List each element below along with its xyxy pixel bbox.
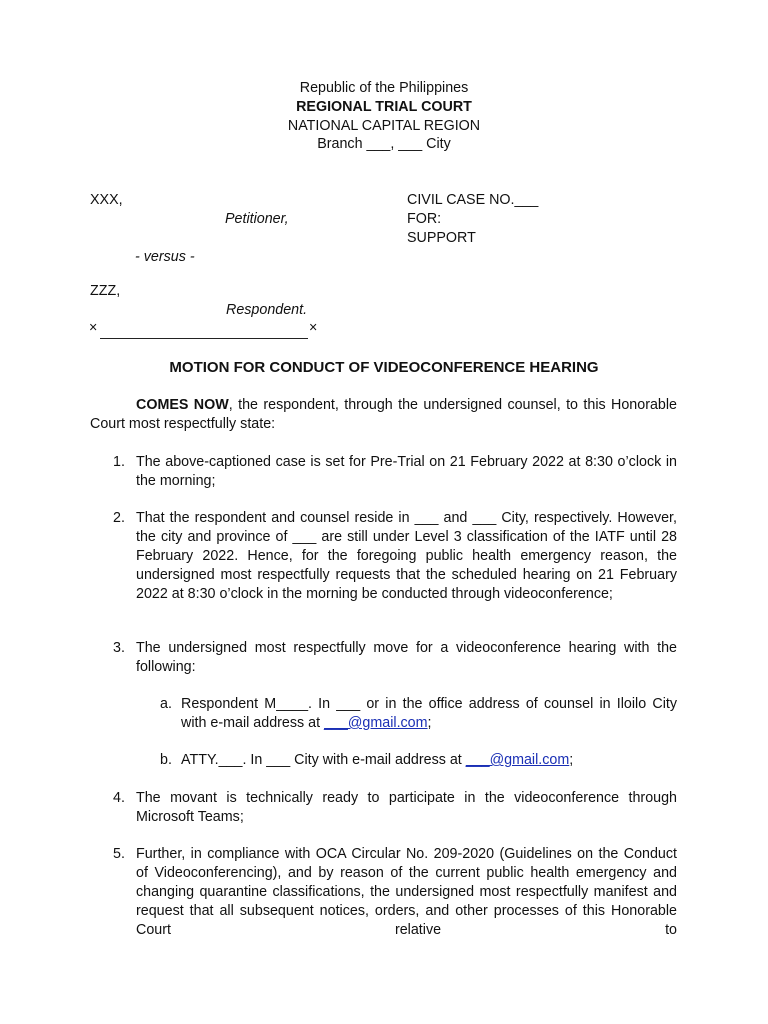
subitem-body: Respondent M____. In ___ or in the office address of counsel in Iloilo City with e-mail address at: [181, 696, 677, 731]
item-text: The above-captioned case is set for Pre-Trial on 21 February 2022 at 8:30 o’clock in the morning;: [136, 454, 677, 489]
case-for-label: FOR:: [407, 211, 442, 227]
caption-x-left: ×: [89, 320, 98, 336]
item-number: 2.: [113, 510, 125, 526]
subitem-letter: a.: [160, 696, 172, 712]
item-text: Further, in compliance with OCA Circular No. 209-2020 (Guidelines on the Conduct of Videoconferencing), and by reason of the current public health emergency and changing quarantine classifications, the undersigned most respectfully manifest and request that all subsequent notices, orders, and other processes of this Honorable Court relative to: [136, 846, 677, 938]
intro-bold: COMES NOW: [136, 397, 229, 413]
header-republic: Republic of the Philippines: [299, 80, 469, 96]
item-text: The movant is technically ready to participate in the videoconference through Microsoft Teams;: [136, 790, 677, 825]
subitem-text: [181, 695, 677, 733]
subitem-body: ATTY.___. In ___ City with e-mail address at: [181, 752, 466, 768]
intro-text: , the respondent, through the undersigned counsel, to this Honorable Court most respectfully state:: [90, 397, 677, 432]
header-court: REGIONAL TRIAL COURT: [296, 99, 472, 115]
subitem-text: [181, 751, 677, 770]
item-number: 3.: [113, 640, 125, 656]
subitem-end: ;: [569, 752, 574, 768]
case-type: SUPPORT: [407, 230, 476, 246]
respondent-label: Respondent.: [226, 302, 308, 318]
petitioner-name: XXX,: [90, 192, 123, 208]
case-number: CIVIL CASE NO.___: [407, 192, 539, 208]
motion-title: MOTION FOR CONDUCT OF VIDEOCONFERENCE HEARING: [169, 359, 599, 376]
petitioner-label: Petitioner,: [225, 211, 289, 227]
versus-label: - versus -: [135, 249, 195, 265]
email-link[interactable]: ___@gmail.com: [324, 715, 428, 731]
item-number: 5.: [113, 846, 125, 862]
respondent-name: ZZZ,: [90, 283, 121, 299]
intro-paragraph: [90, 396, 677, 434]
subitem-letter: b.: [160, 752, 172, 768]
caption-x-right: ×: [309, 320, 318, 336]
header-region: NATIONAL CAPITAL REGION: [287, 118, 481, 134]
item-number: 1.: [113, 454, 125, 470]
item-text: The undersigned most respectfully move for a videoconference hearing with the following:: [136, 640, 677, 675]
item-number: 4.: [113, 790, 125, 806]
email-link[interactable]: ___@gmail.com: [465, 752, 570, 768]
item-text: That the respondent and counsel reside in ___ and ___ City, respectively. However, the city and province of ___ are still under Level 3 classification of the IATF until 28 February 2022. Hence, for the foregoing public health emergency reason, the undersigned most respectfully requests that the scheduled hearing on 21 February 2022 at 8:30 o’clock in the morning be conducted through videoconference;: [136, 510, 677, 602]
subitem-end: ;: [427, 715, 432, 731]
header-branch: Branch ___, ___ City: [317, 136, 451, 152]
caption-divider: [100, 338, 308, 339]
